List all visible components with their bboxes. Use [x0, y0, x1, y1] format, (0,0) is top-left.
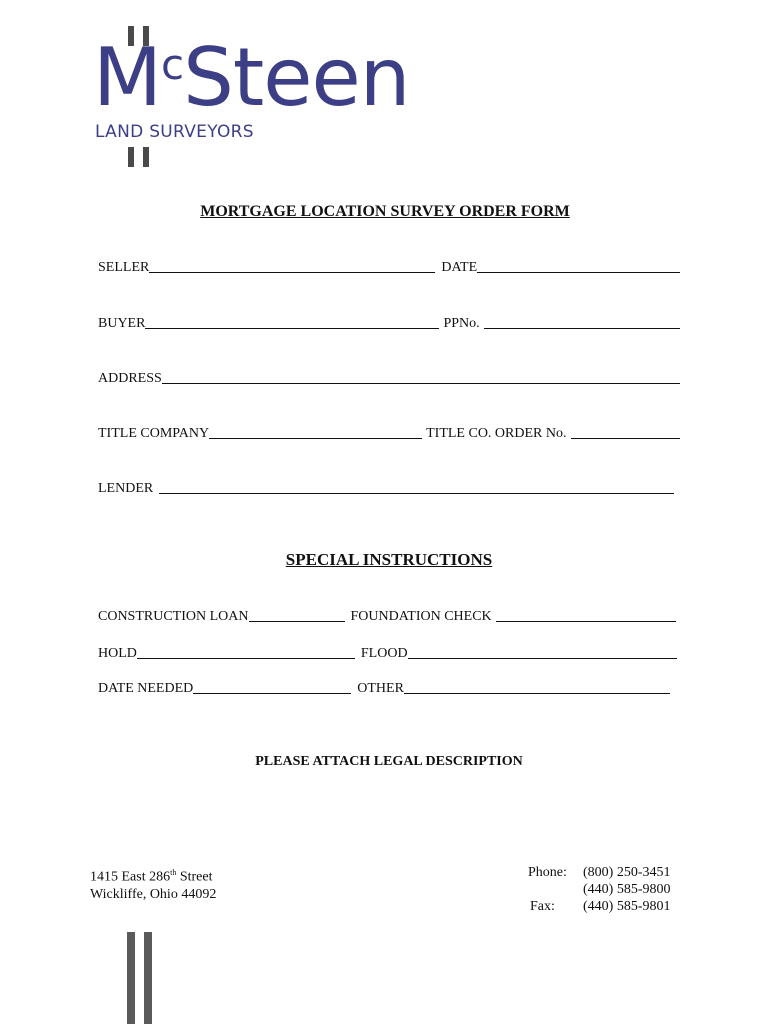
bottom-bar-right	[144, 932, 152, 1024]
title-company-field[interactable]	[209, 438, 422, 439]
fax-label: Fax:	[530, 899, 555, 914]
street-number: 1415 East 286	[90, 869, 171, 885]
flood-field[interactable]	[408, 658, 677, 659]
title-company-row	[98, 424, 680, 442]
foundation-check-field[interactable]	[496, 621, 676, 622]
logo-name	[93, 31, 410, 124]
phone-label: Phone:	[528, 865, 567, 880]
construction-loan-label: CONSTRUCTION LOAN	[98, 609, 249, 624]
title-order-label: TITLE CO. ORDER No.	[426, 426, 567, 441]
lender-field[interactable]	[159, 493, 674, 494]
lender-row	[98, 479, 674, 497]
form-title: MORTGAGE LOCATION SURVEY ORDER FORM	[200, 203, 570, 220]
seller-date-row	[98, 258, 680, 276]
street-name: Street	[176, 869, 213, 885]
date-needed-other-row	[98, 679, 670, 697]
date-needed-field[interactable]	[193, 693, 351, 694]
address-label: ADDRESS	[98, 371, 162, 386]
logo-letter-c: c	[161, 40, 184, 89]
address-field[interactable]	[162, 383, 680, 384]
street-suffix: th	[170, 868, 177, 877]
logo-subtitle: LAND SURVEYORS	[95, 122, 254, 142]
date-label: DATE	[441, 260, 478, 275]
construction-foundation-row	[98, 607, 676, 625]
date-needed-label: DATE NEEDED	[98, 681, 194, 696]
other-label: OTHER	[357, 681, 404, 696]
buyer-label: BUYER	[98, 316, 146, 331]
logo-name-rest: Steen	[183, 31, 410, 124]
seller-field[interactable]	[149, 272, 435, 273]
hold-flood-row	[98, 644, 677, 662]
address-street	[90, 864, 216, 886]
hold-label: HOLD	[98, 646, 137, 661]
bottom-bar-left	[127, 932, 135, 1024]
attach-legal-note: PLEASE ATTACH LEGAL DESCRIPTION	[255, 754, 523, 769]
phone-number-1: (800) 250-3451	[583, 865, 671, 880]
seller-label: SELLER	[98, 260, 150, 275]
buyer-field[interactable]	[145, 328, 439, 329]
other-field[interactable]	[404, 693, 670, 694]
company-address	[90, 864, 216, 903]
logo-bar-bottom-left	[128, 147, 134, 167]
address-row	[98, 369, 680, 387]
buyer-ppno-row	[98, 314, 680, 332]
date-field[interactable]	[477, 272, 680, 273]
foundation-check-label: FOUNDATION CHECK	[350, 609, 492, 624]
fax-number: (440) 585-9801	[583, 899, 671, 914]
title-order-field[interactable]	[571, 438, 681, 439]
ppno-label: PPNo.	[443, 316, 480, 331]
phone-number-2: (440) 585-9800	[583, 882, 671, 897]
construction-loan-field[interactable]	[249, 621, 345, 622]
logo-letter-m: M	[93, 31, 162, 124]
contact-info	[528, 864, 671, 915]
address-city: Wickliffe, Ohio 44092	[90, 886, 217, 902]
logo-bar-bottom-right	[143, 147, 149, 167]
special-instructions-title: SPECIAL INSTRUCTIONS	[285, 550, 493, 569]
lender-label: LENDER	[98, 481, 154, 496]
ppno-field[interactable]	[484, 328, 680, 329]
hold-field[interactable]	[137, 658, 355, 659]
flood-label: FLOOD	[360, 646, 408, 661]
title-company-label: TITLE COMPANY	[98, 426, 210, 441]
